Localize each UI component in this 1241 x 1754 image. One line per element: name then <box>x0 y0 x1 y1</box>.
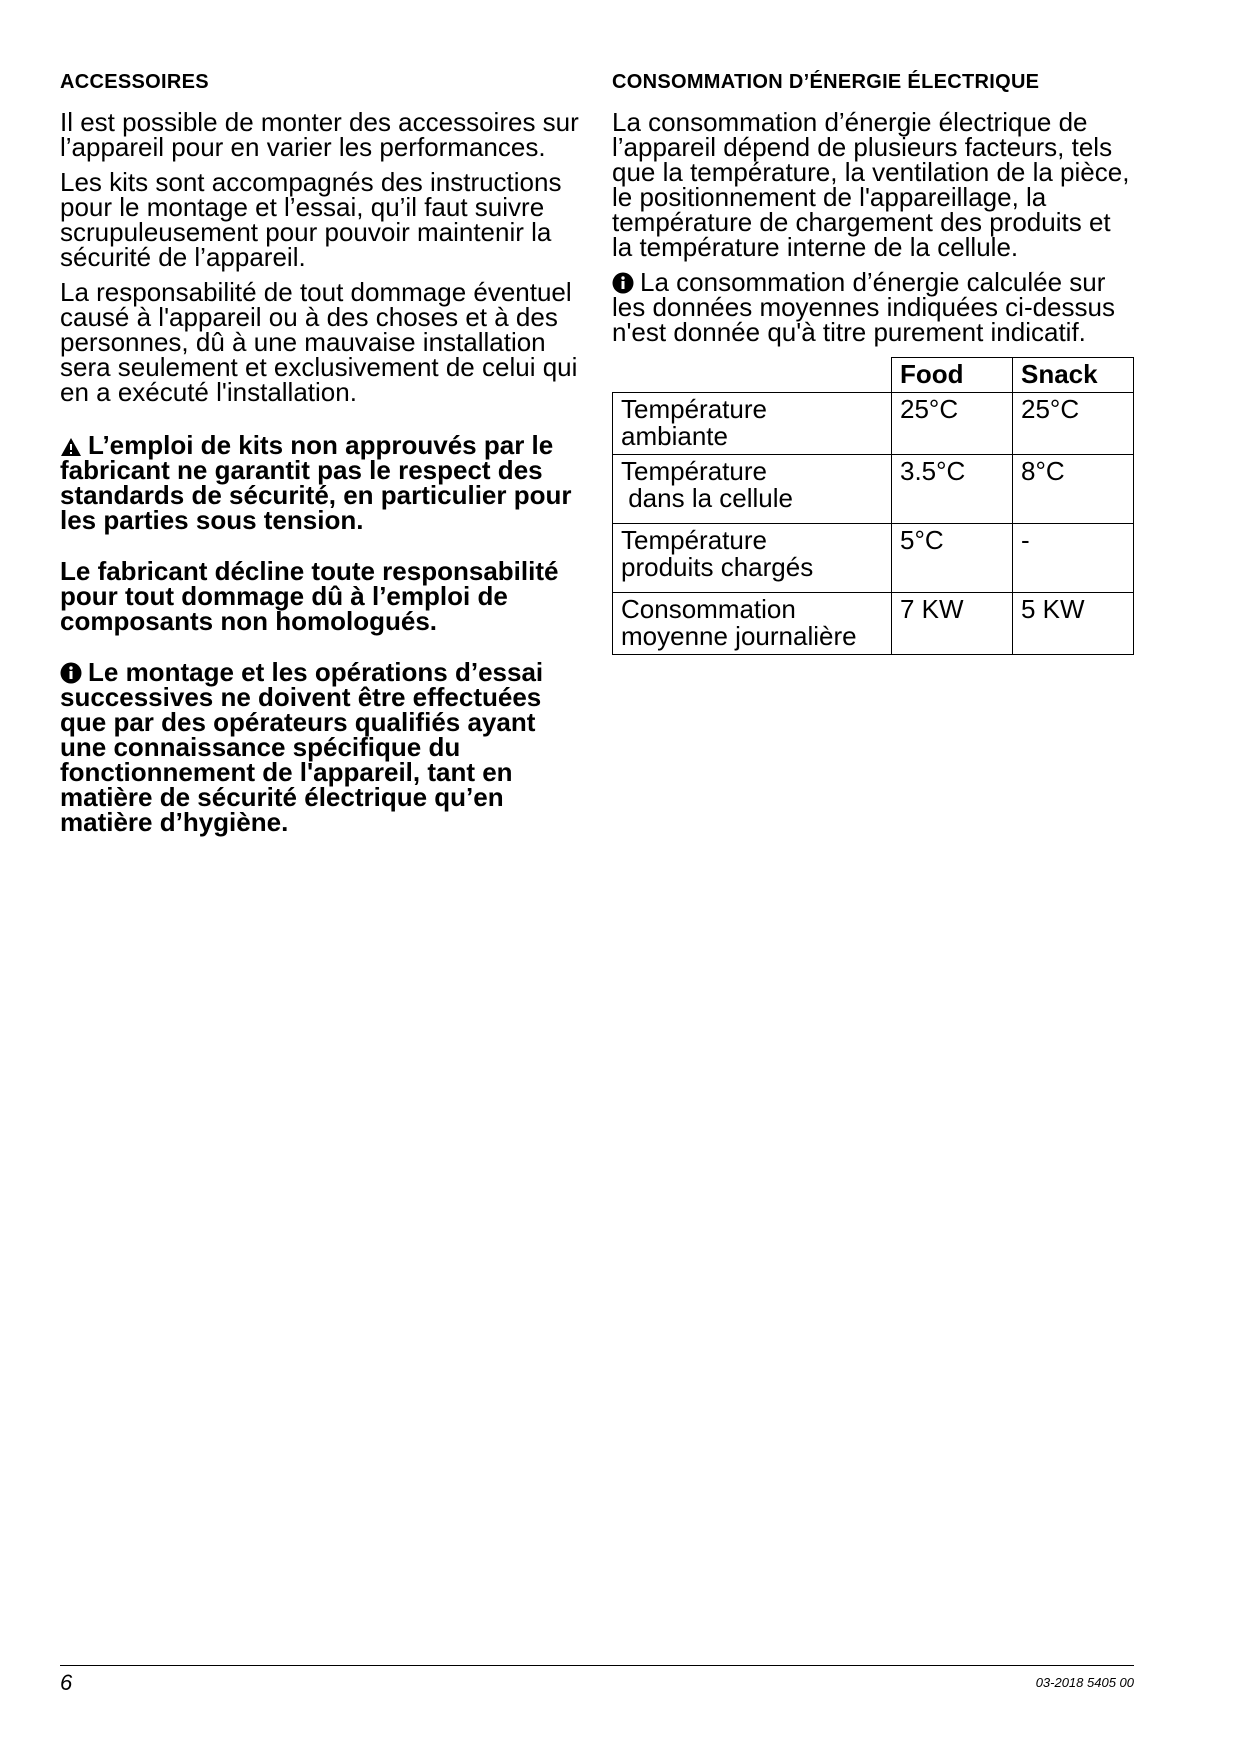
warning-triangle-icon <box>60 437 82 457</box>
table-row-label: Température dans la cellule <box>613 455 892 524</box>
energy-heading: CONSOMMATION D’ÉNERGIE ÉLECTRIQUE <box>612 71 1040 93</box>
document-code: 03-2018 5405 00 <box>1035 1675 1134 1690</box>
table-row <box>613 393 1134 455</box>
accessories-paragraph-3: La responsabilité de tout dommage éventuel causé à l'appareil ou à des choses et à des personnes, dû à une mauvaise installation sera seulement et exclusivement de celui qui en a exécuté l'installation. <box>60 277 578 407</box>
info-circle-icon <box>60 662 82 684</box>
info-note-energy <box>612 267 1134 347</box>
table-header-empty <box>613 358 892 393</box>
accessories-section <box>60 70 582 861</box>
manufacturer-disclaimer: Le fabricant décline toute responsabilité pour tout dommage dû à l’emploi de composants non homologués. <box>60 556 559 636</box>
table-cell-food: 25°C <box>892 393 1013 455</box>
page-number: 6 <box>60 1670 73 1695</box>
info-circle-icon <box>612 272 634 294</box>
table-row <box>613 593 1134 655</box>
table-header-row <box>613 358 1134 393</box>
table-cell-snack: 8°C <box>1013 455 1134 524</box>
table-row <box>613 455 1134 524</box>
table-cell-snack: 25°C <box>1013 393 1134 455</box>
table-row-label: Température ambiante <box>613 393 892 455</box>
table-header-food: Food <box>892 358 1013 393</box>
energy-paragraph: La consommation d’énergie électrique de l’appareil dépend de plusieurs facteurs, tels que la température, la ventilation de la pièce, le positionnement de l'appareillage, la température de chargement des produits et la température interne de la cellule. <box>612 107 1130 262</box>
warning-note <box>60 430 582 535</box>
table-cell-snack: - <box>1013 524 1134 593</box>
accessories-paragraph-1: Il est possible de monter des accessoires sur l’appareil pour en varier les performances. <box>60 107 579 162</box>
table-cell-food: 5°C <box>892 524 1013 593</box>
table-row <box>613 524 1134 593</box>
table-cell-food: 7 KW <box>892 593 1013 655</box>
energy-table <box>612 357 1134 655</box>
table-cell-food: 3.5°C <box>892 455 1013 524</box>
table-cell-snack: 5 KW <box>1013 593 1134 655</box>
accessories-paragraph-2: Les kits sont accompagnés des instructions pour le montage et l’essai, qu’il faut suivre scrupuleusement pour pouvoir maintenir la sécurité de l’appareil. <box>60 167 562 272</box>
table-header-snack: Snack <box>1013 358 1134 393</box>
accessories-heading: ACCESSOIRES <box>60 71 209 93</box>
info-note-qualified-operators <box>60 657 582 837</box>
info-text-energy: La consommation d’énergie calculée sur les données moyennes indiquées ci-dessus n'est donnée qu'à titre purement indicatif. <box>612 267 1115 347</box>
table-row-label: Consommation moyenne journalière <box>613 593 892 655</box>
footer-divider <box>60 1665 1134 1666</box>
warning-text: L’emploi de kits non approuvés par le fabricant ne garantit pas le respect des standards de sécurité, en particulier pour les parties sous tension. <box>60 430 572 535</box>
energy-consumption-section <box>612 70 1134 655</box>
info-text-qualified: Le montage et les opérations d’essai successives ne doivent être effectuées que par des opérateurs qualifiés ayant une connaissance spécifique du fonctionnement de l'appareil, tant en matière de sécurité électrique qu’en matière d’hygiène. <box>60 657 544 837</box>
table-row-label: Température produits chargés <box>613 524 892 593</box>
